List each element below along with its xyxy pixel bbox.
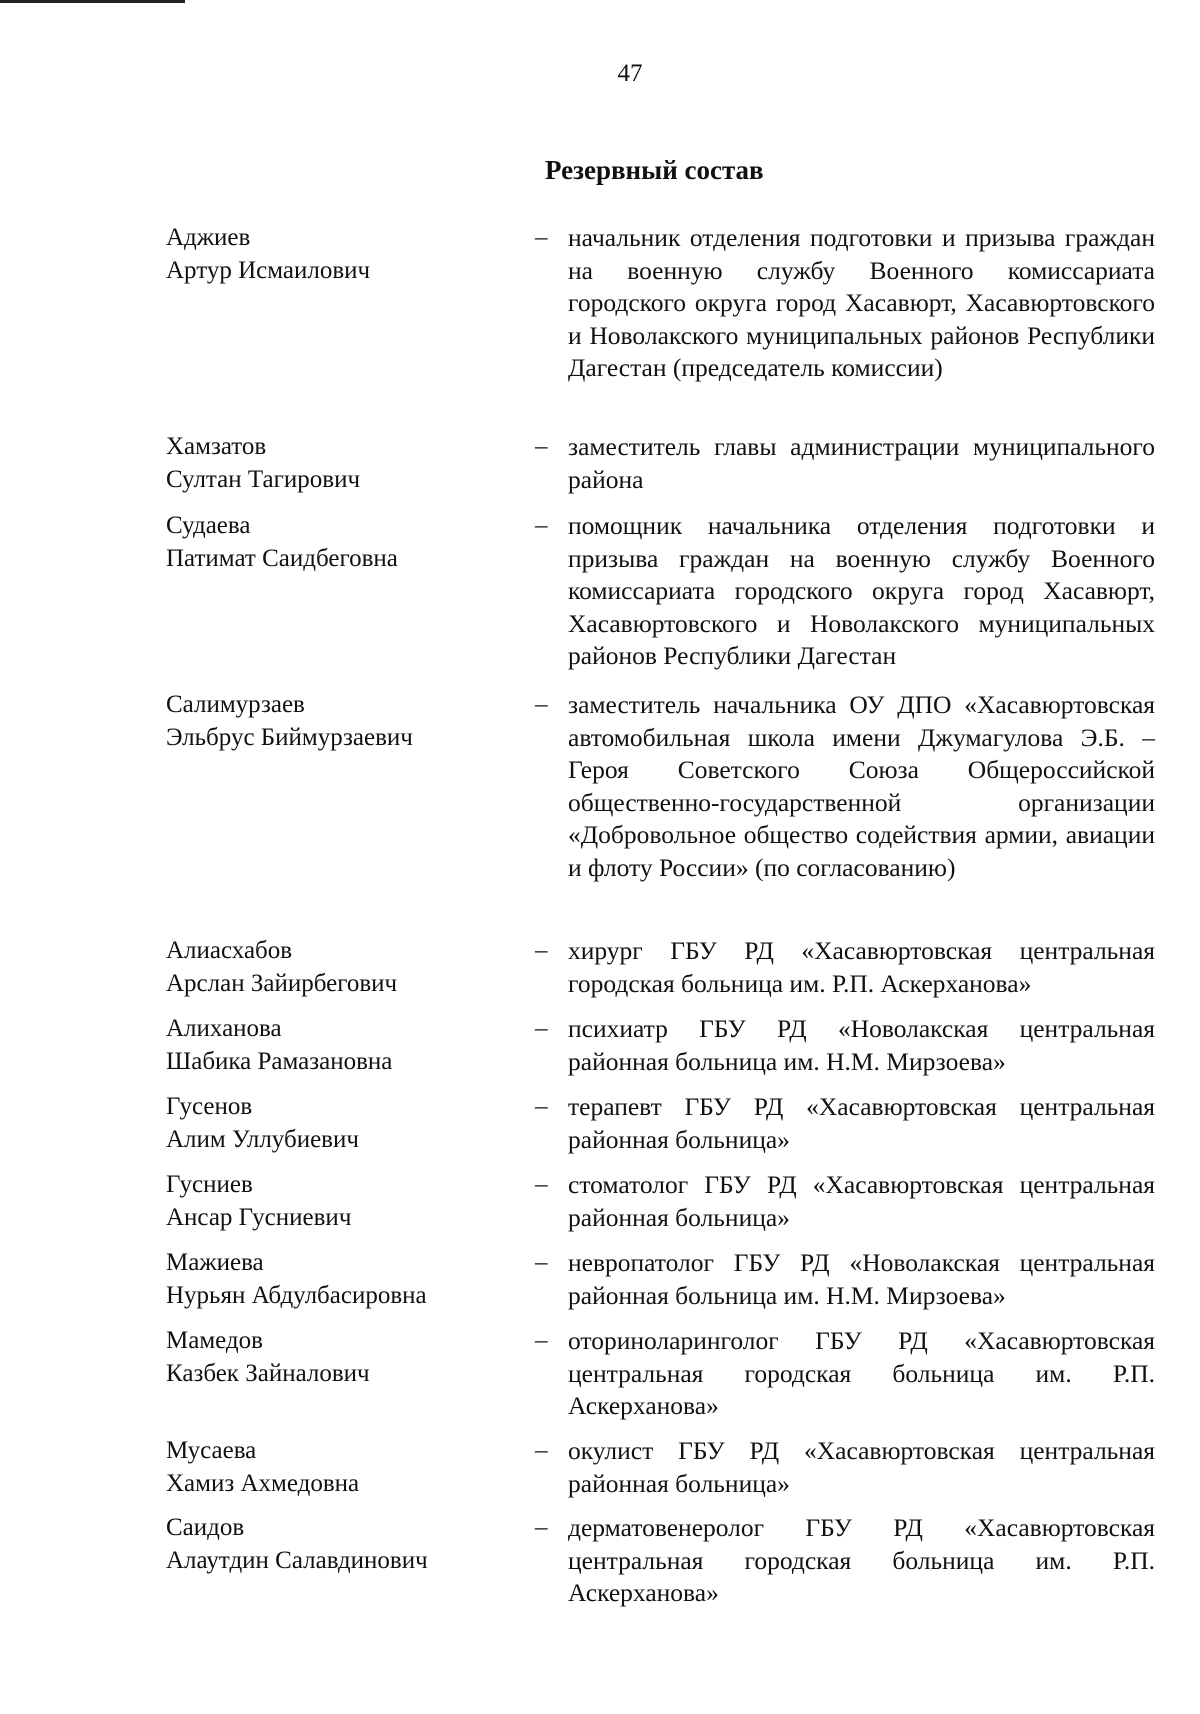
member-given-name: Нурьян Абдулбасировна <box>166 1281 427 1309</box>
member-position: стоматолог ГБУ РД «Хасавюртовская центральная районная больница» <box>568 1170 1155 1232</box>
member-given-name: Патимат Саидбеговна <box>166 544 398 572</box>
member-dash: – <box>535 691 548 718</box>
member-position: помощник начальника отделения подготовки и призыва граждан на военную службу Военного комиссариата городского округа город Хасавюрт, Хасавюртовского и Новолакского муниципальных районов Республики Дагестан <box>568 511 1155 670</box>
member-given-name: Султан Тагирович <box>166 465 361 493</box>
member-position: невропатолог ГБУ РД «Новолакская центральная районная больница им. Н.М. Мирзоева» <box>568 1248 1155 1310</box>
member-given-name: Шабика Рамазановна <box>166 1047 393 1075</box>
member-given-name: Артур Исмаилович <box>166 256 371 284</box>
member-position: оториноларинголог ГБУ РД «Хасавюртовская центральная городская больница им. Р.П. Аскерханова» <box>568 1326 1155 1420</box>
member-dash: – <box>535 1327 548 1354</box>
member-given-name: Хамиз Ахмедовна <box>166 1469 360 1497</box>
member-surname: Мажиева <box>166 1249 264 1276</box>
member-dash: – <box>535 1249 548 1276</box>
member-name <box>166 222 506 287</box>
member-dash: – <box>535 1514 548 1541</box>
member-position: терапевт ГБУ РД «Хасавюртовская центральная районная больница» <box>568 1092 1155 1154</box>
member-given-name: Ансар Гусниевич <box>166 1203 352 1231</box>
member-surname: Мусаева <box>166 1437 257 1464</box>
member-name <box>166 1247 506 1312</box>
member-name <box>166 689 506 754</box>
member-name <box>166 510 506 575</box>
member-given-name: Казбек Зайналович <box>166 1359 370 1387</box>
member-dash: – <box>535 1171 548 1198</box>
member-surname: Хамзатов <box>166 433 267 460</box>
member-position: окулист ГБУ РД «Хасавюртовская центральная районная больница» <box>568 1436 1155 1498</box>
member-surname: Саидов <box>166 1514 245 1541</box>
member-dash: – <box>535 937 548 964</box>
member-position: заместитель начальника ОУ ДПО «Хасавюртовская автомобильная школа имени Джумагулова Э.Б. – Героя Советского Союза Общероссийской общественно-государственной организации «Добровольное общество содействия армии, авиации и флоту России» (по согласованию) <box>568 690 1155 882</box>
member-given-name: Алаутдин Салавдинович <box>166 1546 428 1574</box>
section-title: Резервный состав <box>545 155 764 185</box>
member-dash: – <box>535 512 548 539</box>
page-number: 47 <box>617 60 643 87</box>
member-given-name: Арслан Зайирбегович <box>166 969 398 997</box>
member-position: заместитель главы администрации муниципального района <box>568 432 1155 494</box>
member-dash: – <box>535 1093 548 1120</box>
member-surname: Аджиев <box>166 224 251 251</box>
member-name <box>166 431 506 496</box>
member-dash: – <box>535 433 548 460</box>
scan-edge-mark <box>0 0 185 3</box>
member-given-name: Эльбрус Биймурзаевич <box>166 723 413 751</box>
member-position: хирург ГБУ РД «Хасавюртовская центральная городская больница им. Р.П. Аскерханова» <box>568 936 1155 998</box>
member-name <box>166 1512 506 1577</box>
member-surname: Гусенов <box>166 1093 253 1120</box>
member-name <box>166 1013 506 1078</box>
member-surname: Салимурзаев <box>166 691 305 718</box>
member-surname: Алиасхабов <box>166 937 293 964</box>
member-position: дерматовенеролог ГБУ РД «Хасавюртовская центральная городская больница им. Р.П. Аскерханова» <box>568 1513 1155 1607</box>
member-surname: Судаева <box>166 512 251 539</box>
member-surname: Гусниев <box>166 1171 253 1198</box>
member-dash: – <box>535 224 548 251</box>
member-surname: Мамедов <box>166 1327 263 1354</box>
member-dash: – <box>535 1015 548 1042</box>
member-dash: – <box>535 1437 548 1464</box>
member-name <box>166 935 506 1000</box>
member-surname: Алиханова <box>166 1015 282 1042</box>
member-position: психиатр ГБУ РД «Новолакская центральная районная больница им. Н.М. Мирзоева» <box>568 1014 1155 1076</box>
member-name <box>166 1091 506 1156</box>
member-name <box>166 1325 506 1390</box>
member-position: начальник отделения подготовки и призыва граждан на военную службу Военного комиссариата городского округа город Хасавюрт, Хасавюртовского и Новолакского муниципальных районов Республики Дагестан (председатель комиссии) <box>568 223 1155 382</box>
member-name <box>166 1169 506 1234</box>
member-name <box>166 1435 506 1500</box>
member-given-name: Алим Уллубиевич <box>166 1125 359 1153</box>
